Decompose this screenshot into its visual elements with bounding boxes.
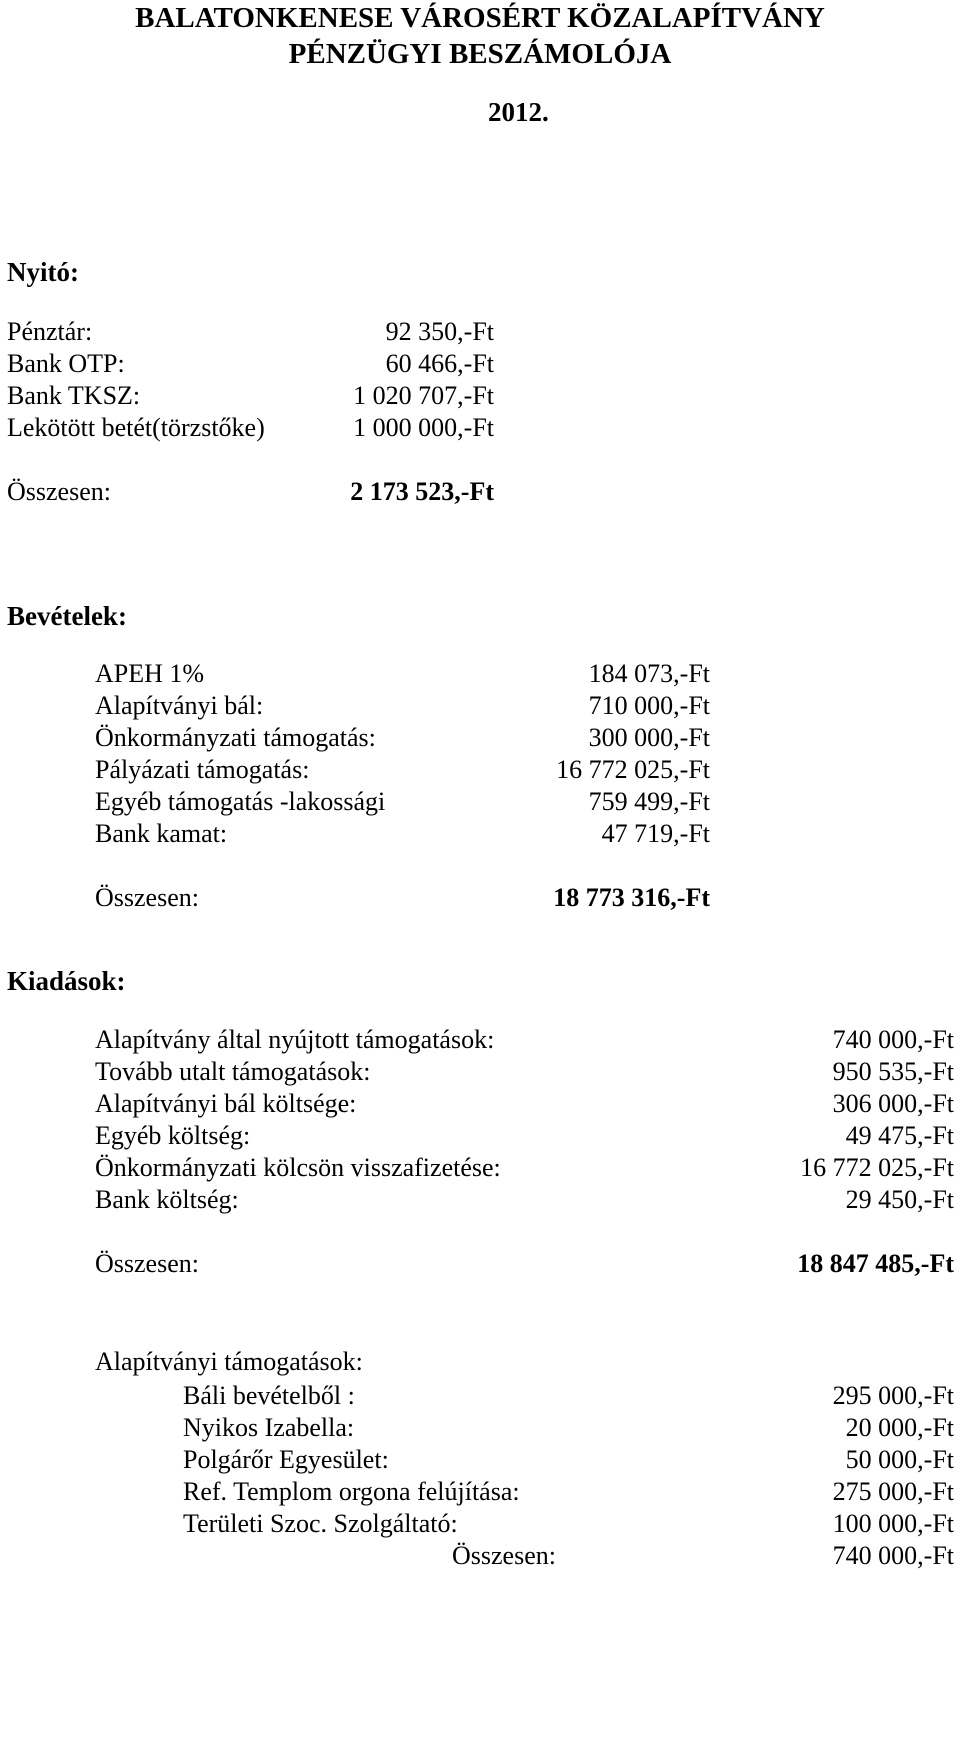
opening-label: Lekötött betét(törzstőke) [7, 413, 265, 442]
grant-row [0, 1378, 960, 1414]
income-amount: 184 073,-Ft [588, 659, 710, 688]
opening-row [0, 378, 960, 414]
opening-amount: 1 020 707,-Ft [353, 381, 494, 410]
grants-total-amount: 740 000,-Ft [832, 1541, 954, 1570]
grant-row [0, 1442, 960, 1478]
grant-amount: 100 000,-Ft [832, 1509, 954, 1538]
expense-label: Alapítvány által nyújtott támogatások: [95, 1025, 495, 1054]
grant-label: Ref. Templom orgona felújítása: [183, 1477, 520, 1506]
grant-label: Báli bevételből : [183, 1381, 355, 1410]
expenses-total-label: Összesen: [95, 1249, 199, 1278]
opening-label: Pénztár: [7, 317, 93, 346]
income-total-row [0, 880, 960, 916]
income-label: Egyéb támogatás -lakossági [95, 787, 386, 816]
income-total-amount: 18 773 316,-Ft [553, 883, 710, 912]
report-title-line1: BALATONKENESE VÁROSÉRT KÖZALAPÍTVÁNY [135, 2, 825, 34]
expense-row [0, 1150, 960, 1186]
report-year: 2012. [488, 97, 549, 127]
report-title-line2: PÉNZÜGYI BESZÁMOLÓJA [288, 38, 672, 70]
income-row [0, 720, 960, 756]
income-row [0, 656, 960, 692]
grants-total-label: Összesen: [452, 1541, 556, 1570]
income-label: Alapítványi bál: [95, 691, 264, 720]
grant-amount: 20 000,-Ft [845, 1413, 954, 1442]
grant-amount: 295 000,-Ft [832, 1381, 954, 1410]
income-row [0, 688, 960, 724]
grants-heading: Alapítványi támogatások: [95, 1347, 363, 1376]
expense-row [0, 1022, 960, 1058]
expense-label: Alapítványi bál költsége: [95, 1089, 357, 1118]
income-row [0, 816, 960, 852]
income-label: Bank kamat: [95, 819, 228, 848]
income-amount: 759 499,-Ft [588, 787, 710, 816]
grant-label: Nyikos Izabella: [183, 1413, 355, 1442]
expense-label: Tovább utalt támogatások: [95, 1057, 371, 1086]
expenses-total-amount: 18 847 485,-Ft [797, 1249, 954, 1278]
grant-label: Területi Szoc. Szolgáltató: [183, 1509, 458, 1538]
income-amount: 47 719,-Ft [601, 819, 710, 848]
expenses-heading: Kiadások: [7, 966, 126, 996]
expense-label: Egyéb költség: [95, 1121, 251, 1150]
expense-label: Önkormányzati kölcsön visszafizetése: [95, 1153, 501, 1182]
income-label: APEH 1% [95, 659, 205, 688]
expense-row [0, 1182, 960, 1218]
opening-total-amount: 2 173 523,-Ft [350, 477, 494, 506]
opening-row [0, 410, 960, 446]
income-amount: 16 772 025,-Ft [556, 755, 710, 784]
income-row [0, 784, 960, 820]
expenses-total-row [0, 1246, 960, 1282]
income-heading: Bevételek: [7, 601, 127, 631]
opening-amount: 92 350,-Ft [385, 317, 494, 346]
income-label: Pályázati támogatás: [95, 755, 310, 784]
grant-label: Polgárőr Egyesület: [183, 1445, 389, 1474]
opening-row [0, 314, 960, 350]
expense-row [0, 1054, 960, 1090]
income-label: Önkormányzati támogatás: [95, 723, 376, 752]
opening-row [0, 346, 960, 382]
opening-amount: 1 000 000,-Ft [353, 413, 494, 442]
income-amount: 710 000,-Ft [588, 691, 710, 720]
grant-amount: 275 000,-Ft [832, 1477, 954, 1506]
expense-amount: 29 450,-Ft [845, 1185, 954, 1214]
grant-amount: 50 000,-Ft [845, 1445, 954, 1474]
opening-label: Bank OTP: [7, 349, 125, 378]
income-row [0, 752, 960, 788]
opening-heading: Nyitó: [7, 257, 79, 287]
grant-row [0, 1506, 960, 1542]
expense-amount: 306 000,-Ft [832, 1089, 954, 1118]
grant-row [0, 1474, 960, 1510]
expense-row [0, 1086, 960, 1122]
expense-amount: 740 000,-Ft [832, 1025, 954, 1054]
opening-amount: 60 466,-Ft [385, 349, 494, 378]
opening-label: Bank TKSZ: [7, 381, 141, 410]
expense-label: Bank költség: [95, 1185, 239, 1214]
opening-total-label: Összesen: [7, 477, 111, 506]
grants-total-row [0, 1538, 960, 1574]
expense-amount: 16 772 025,-Ft [800, 1153, 954, 1182]
expense-row [0, 1118, 960, 1154]
opening-total-row [0, 474, 960, 510]
income-total-label: Összesen: [95, 883, 199, 912]
expense-amount: 49 475,-Ft [845, 1121, 954, 1150]
grant-row [0, 1410, 960, 1446]
expense-amount: 950 535,-Ft [832, 1057, 954, 1086]
income-amount: 300 000,-Ft [588, 723, 710, 752]
